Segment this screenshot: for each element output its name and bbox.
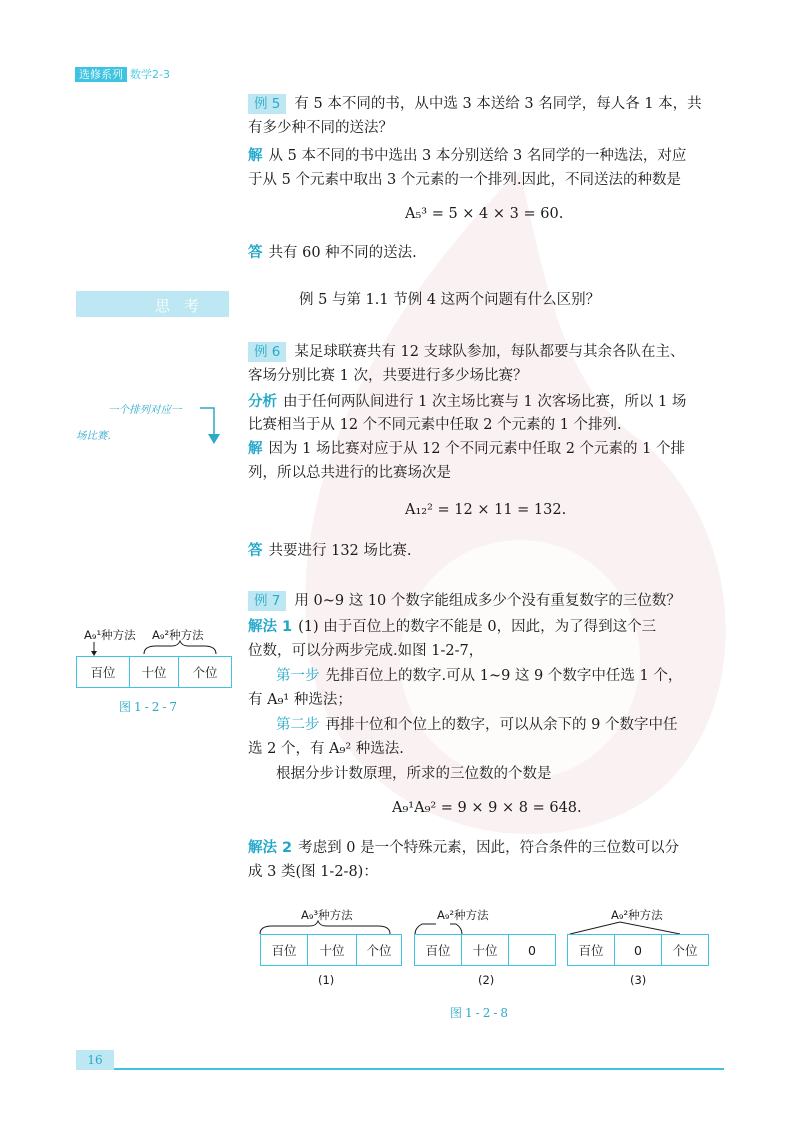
side-note-line2: 场比赛.: [76, 430, 111, 442]
example7-formula: A₉¹A₉² = 9 × 9 × 8 = 648.: [392, 800, 582, 816]
example6-solution-line2: 列，所以总共进行的比赛场次是: [248, 465, 451, 481]
zero-cell: 0: [528, 942, 536, 958]
fig127-label-a: A₉¹种方法: [84, 628, 136, 642]
example7-method2-line2: 成 3 类(图 1-2-8)：: [248, 864, 378, 880]
series-box: 选修系列: [75, 67, 127, 82]
ones-cell: 个位: [672, 943, 698, 958]
fig128-sub2: (2): [478, 973, 495, 987]
example7-badge: 例 7: [248, 591, 286, 611]
example5-question-line1: 例 5 有 5 本不同的书，从中选 3 本送给 3 名同学，每人各 1 本，共: [248, 93, 702, 115]
example5-answer: 答 共有 60 种不同的送法.: [248, 245, 417, 261]
example5-solution-line2: 于从 5 个元素中取出 3 个元素的一个排列.因此，不同送法的种数是: [248, 172, 681, 188]
fig128-group3-box: [567, 934, 709, 966]
fig127-digit-box: [76, 656, 232, 688]
fig128-group1-box: [260, 934, 402, 966]
page-footer: [76, 1050, 724, 1070]
fig127-caption: 图1-2-7: [119, 700, 181, 714]
example7-rule: 根据分步计数原理，所求的三位数的个数是: [276, 766, 552, 782]
example7-question: 例 7 用 0~9 这 10 个数字能组成多少个没有重复数字的三位数？: [248, 590, 681, 612]
footer-rule: [114, 1068, 724, 1070]
example5-solution-line1: 解 从 5 本不同的书中选出 3 本分别送给 3 名同学的一种选法，对应: [248, 148, 687, 164]
think-bar: [76, 291, 229, 317]
example7-step1-line1: 第一步 先排百位上的数字.可从 1~9 这 9 个数字中任选 1 个，: [276, 668, 683, 684]
ones-cell: 个位: [192, 665, 218, 680]
solve-label: 解: [248, 148, 263, 164]
example5-formula: A₅³ = 5 × 4 × 3 = 60.: [405, 206, 564, 222]
fig128-sub1: (1): [318, 973, 335, 987]
method2-label: 解法 2: [248, 840, 293, 856]
hundreds-cell: 百位: [568, 935, 615, 965]
example7-step2-line2: 选 2 个，有 A₉² 种选法.: [248, 741, 404, 757]
example6-analysis-line2: 比赛相当于从 12 个不同元素中任取 2 个元素的 1 个排列.: [248, 417, 622, 433]
hundreds-cell: 百位: [261, 935, 308, 965]
ones-cell: 个位: [366, 943, 392, 958]
example6-badge: 例 6: [248, 342, 286, 362]
example7-method1-line2: 位数，可以分两步完成.如图 1-2-7，: [248, 643, 484, 659]
fig127-label-b: A₉²种方法: [152, 628, 204, 642]
step1-label: 第一步: [276, 668, 320, 684]
example6-question-line1: 例 6 某足球联赛共有 12 支球队参加，每队都要与其余各队在主、: [248, 341, 685, 363]
series-tag: [75, 66, 170, 82]
example6-analysis-line1: 分析 由于任何两队间进行 1 次主场比赛与 1 次客场比赛，所以 1 场: [248, 394, 687, 410]
tens-cell: 十位: [130, 657, 179, 687]
zero-cell: 0: [615, 935, 662, 965]
side-note-line1: 一个排列对应一: [108, 404, 182, 416]
answer-label: 答: [248, 245, 263, 261]
example7-step1-line2: 有 A₉¹ 种选法；: [248, 692, 352, 708]
example6-question-line2: 客场分别比赛 1 次，共要进行多少场比赛？: [248, 368, 528, 384]
fig128-caption: 图1-2-8: [450, 1006, 512, 1020]
example7-method2-line1: 解法 2 考虑到 0 是一个特殊元素，因此，符合条件的三位数可以分: [248, 840, 680, 856]
example5-badge: 例 5: [248, 94, 286, 114]
analysis-label: 分析: [248, 394, 277, 410]
hundreds-cell: 百位: [415, 935, 462, 965]
example7-step2-line1: 第二步 再排十位和个位上的数字，可以从余下的 9 个数字中任: [276, 717, 678, 733]
answer-label: 答: [248, 543, 263, 559]
example6-answer: 答 共要进行 132 场比赛.: [248, 543, 412, 559]
solve-label: 解: [248, 441, 263, 457]
fig128-group3-label: A₉²种方法: [611, 908, 663, 922]
step2-label: 第二步: [276, 717, 320, 733]
fig128-group1-label: A₉³种方法: [301, 908, 353, 922]
think-label: 思考: [154, 297, 213, 315]
example6-formula: A₁₂² = 12 × 11 = 132.: [405, 502, 567, 518]
tens-cell: 十位: [308, 935, 357, 965]
fig128-group2-label: A₉²种方法: [437, 908, 489, 922]
page-number: 16: [76, 1050, 114, 1070]
example7-method1-line1: 解法 1 (1) 由于百位上的数字不能是 0，因此，为了得到这个三: [248, 619, 657, 635]
tens-cell: 十位: [462, 935, 509, 965]
method1-label: 解法 1: [248, 619, 293, 635]
hundreds-cell: 百位: [77, 657, 130, 687]
side-note-pointer: [196, 404, 226, 446]
fig128-sub3: (3): [630, 973, 647, 987]
example6-solution-line1: 解 因为 1 场比赛对应于从 12 个不同元素中任取 2 个元素的 1 个排: [248, 441, 685, 457]
fig128-group2-box: [414, 934, 556, 966]
example5-question-line2: 有多少种不同的送法？: [248, 120, 393, 136]
series-subtitle: 数学2-3: [130, 68, 170, 81]
think-text: 例 5 与第 1.1 节例 4 这两个问题有什么区别？: [299, 292, 601, 308]
